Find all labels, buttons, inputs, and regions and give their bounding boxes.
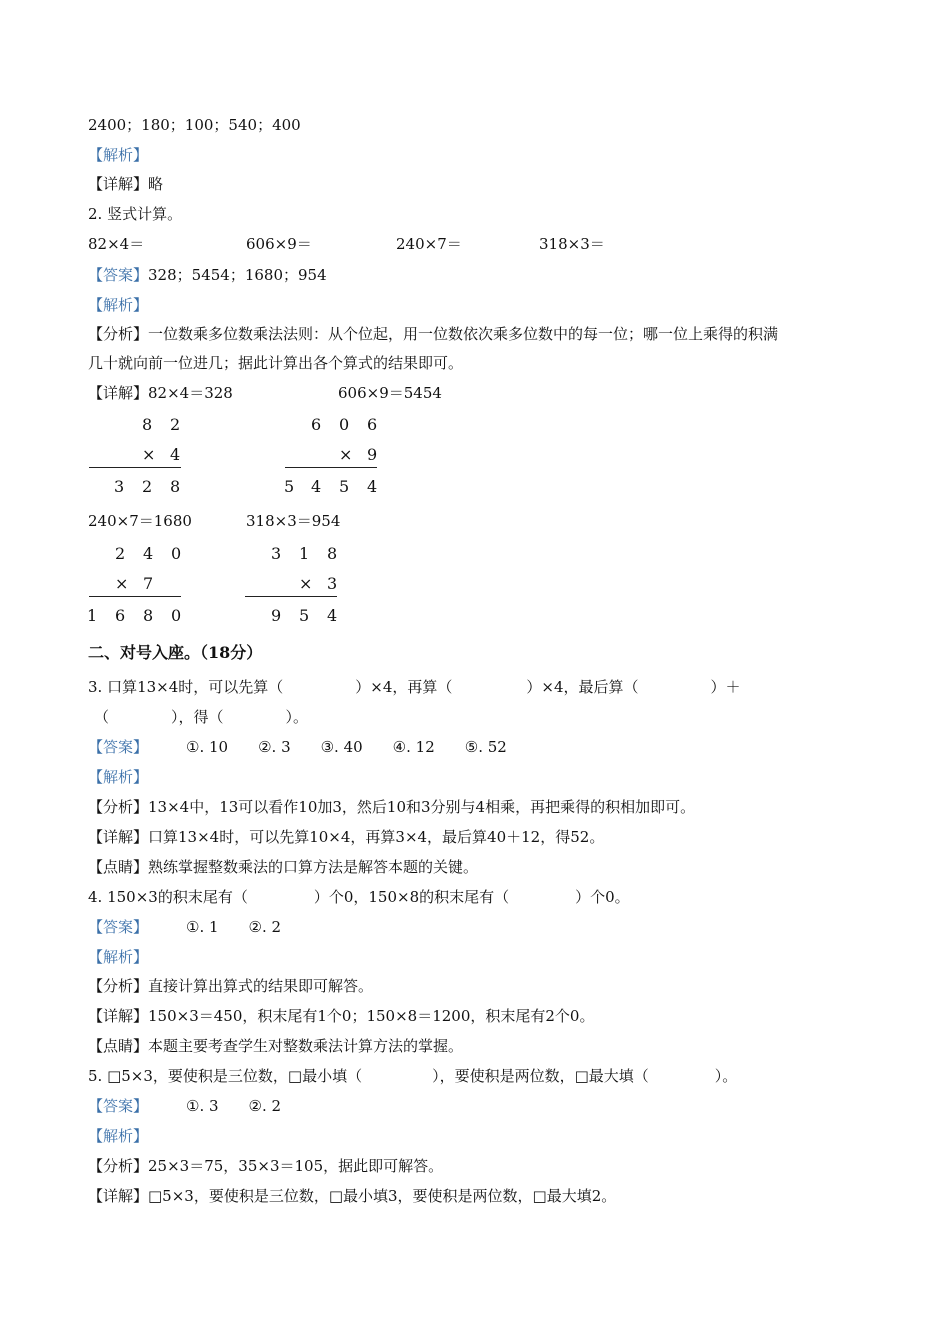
- q2-detail-2: 606×9＝5454: [338, 384, 442, 402]
- answer-tag: 【答案】: [88, 266, 149, 284]
- analysis-tag: 【解析】: [88, 296, 149, 314]
- q5-analysis: 【分析】25×3＝75，35×3＝105，据此即可解答。: [88, 1157, 444, 1175]
- digit: 2: [170, 415, 181, 434]
- q3-text-a: 3. 口算13×4时，可以先算（: [88, 678, 284, 696]
- q3-line-1: [88, 676, 741, 698]
- q2-answer: [88, 264, 327, 286]
- analysis-tag: 【解析】: [88, 146, 149, 164]
- digit: 4: [327, 606, 338, 625]
- q4-text-a: 4. 150×3的积末尾有（: [88, 888, 248, 906]
- q4-tip: 【点睛】本题主要考查学生对整数乘法计算方法的掌握。: [88, 1037, 464, 1055]
- q3-text-e: （: [94, 708, 110, 726]
- digit: 8: [143, 606, 154, 625]
- digit: 4: [143, 544, 154, 563]
- q3-text-g: ）。: [285, 708, 309, 726]
- digit: 4: [367, 477, 378, 496]
- digit: 4: [311, 477, 322, 496]
- analysis-tag: 【解析】: [88, 1127, 149, 1145]
- calc-rule: [89, 467, 181, 468]
- q3-tip: 【点睛】熟练掌握整数乘法的口算方法是解答本题的关键。: [88, 858, 479, 876]
- digit: 8: [142, 415, 153, 434]
- q2-analysis-2: 几十就向前一位进几；据此计算出各个算式的结果即可。: [88, 354, 464, 372]
- digit: 5: [299, 606, 310, 625]
- digit: 8: [327, 544, 338, 563]
- answer-text: ①. 10 ②. 3 ③. 40 ④. 12 ⑤. 52: [186, 738, 507, 756]
- calc-rule: [285, 467, 377, 468]
- q2-detail-3: 240×7＝1680: [88, 512, 192, 530]
- digit: 9: [367, 445, 378, 464]
- q5-text-a: 5. □5×3，要使积是三位数，□最小填（: [88, 1067, 363, 1085]
- digit: 2: [115, 544, 126, 563]
- digit: 1: [87, 606, 98, 625]
- q5-text-c: ）。: [714, 1067, 738, 1085]
- digit: 5: [339, 477, 350, 496]
- q3-answer: [88, 736, 507, 758]
- q2-analysis-1: [88, 323, 778, 345]
- digit: 9: [271, 606, 282, 625]
- digit: 7: [143, 574, 154, 593]
- q5-detail: 【详解】□5×3，要使积是三位数，□最小填3，要使积是两位数，□最大填2。: [88, 1187, 617, 1205]
- digit: 6: [115, 606, 126, 625]
- digit: 0: [171, 544, 182, 563]
- answer-tag: 【答案】: [88, 738, 149, 756]
- digit: 3: [271, 544, 282, 563]
- answer-text: ①. 3 ②. 2: [186, 1097, 282, 1115]
- digit: 8: [170, 477, 181, 496]
- q2-expr-4: 318×3＝: [539, 235, 605, 253]
- answer-tag: 【答案】: [88, 1097, 149, 1115]
- calc-rule: [245, 596, 337, 597]
- answer-line: 2400；180；100；540；400: [88, 116, 301, 134]
- times-sign: ×: [115, 574, 129, 593]
- digit: 0: [339, 415, 350, 434]
- analysis-tag: 【解析】: [88, 768, 149, 786]
- q4-text-b: ）个0，150×8的积末尾有（: [313, 888, 510, 906]
- answer-text: 328；5454；1680；954: [148, 266, 327, 284]
- digit: 4: [170, 445, 181, 464]
- detail-line: 【详解】略: [88, 175, 164, 193]
- digit: 0: [171, 606, 182, 625]
- q2-title: 2. 竖式计算。: [88, 205, 183, 223]
- digit: 3: [327, 574, 338, 593]
- digit: 3: [114, 477, 125, 496]
- q4-answer: [88, 916, 281, 938]
- fenxi-tag: 【分析】: [88, 325, 149, 343]
- digit: 2: [142, 477, 153, 496]
- q5-answer: [88, 1095, 281, 1117]
- q3-text-f: ），得（: [171, 708, 224, 726]
- q2-detail-1: 【详解】82×4＝328: [88, 384, 233, 402]
- q2-detail-4: 318×3＝954: [246, 512, 341, 530]
- answer-text: ①. 1 ②. 2: [186, 918, 282, 936]
- digit: 1: [299, 544, 310, 563]
- q2-expr-2: 606×9＝: [246, 235, 312, 253]
- q3-analysis: 【分析】13×4中，13可以看作10加3，然后10和3分别与4相乘，再把乘得的积相加即可。: [88, 798, 696, 816]
- times-sign: ×: [142, 445, 156, 464]
- q4-analysis: 【分析】直接计算出算式的结果即可解答。: [88, 977, 374, 995]
- section-title: 二、对号入座。（18分）: [88, 643, 263, 662]
- analysis-tag: 【解析】: [88, 948, 149, 966]
- digit: 6: [311, 415, 322, 434]
- digit: 5: [284, 477, 295, 496]
- q3-text-d: ）＋: [710, 678, 741, 696]
- q4-text-c: ）个0。: [575, 888, 630, 906]
- q3-line-2: [94, 706, 308, 728]
- q5-text-b: ），要使积是两位数，□最大填（: [432, 1067, 649, 1085]
- q4-line: [88, 886, 630, 908]
- times-sign: ×: [299, 574, 313, 593]
- times-sign: ×: [339, 445, 353, 464]
- q2-expr-3: 240×7＝: [396, 235, 462, 253]
- analysis-text: 一位数乘多位数乘法法则：从个位起，用一位数依次乘多位数中的每一位；哪一位上乘得的积满: [148, 325, 779, 343]
- answer-tag: 【答案】: [88, 918, 149, 936]
- q3-text-b: ）×4，再算（: [355, 678, 453, 696]
- calc-rule: [89, 596, 181, 597]
- digit: 6: [367, 415, 378, 434]
- q4-detail: 【详解】150×3＝450，积末尾有1个0；150×8＝1200，积末尾有2个0。: [88, 1007, 595, 1025]
- q2-expr-1: 82×4＝: [88, 235, 145, 253]
- q5-line: [88, 1065, 737, 1087]
- q3-text-c: ）×4，最后算（: [526, 678, 639, 696]
- q3-detail: 【详解】口算13×4时，可以先算10×4，再算3×4，最后算40＋12，得52。: [88, 828, 605, 846]
